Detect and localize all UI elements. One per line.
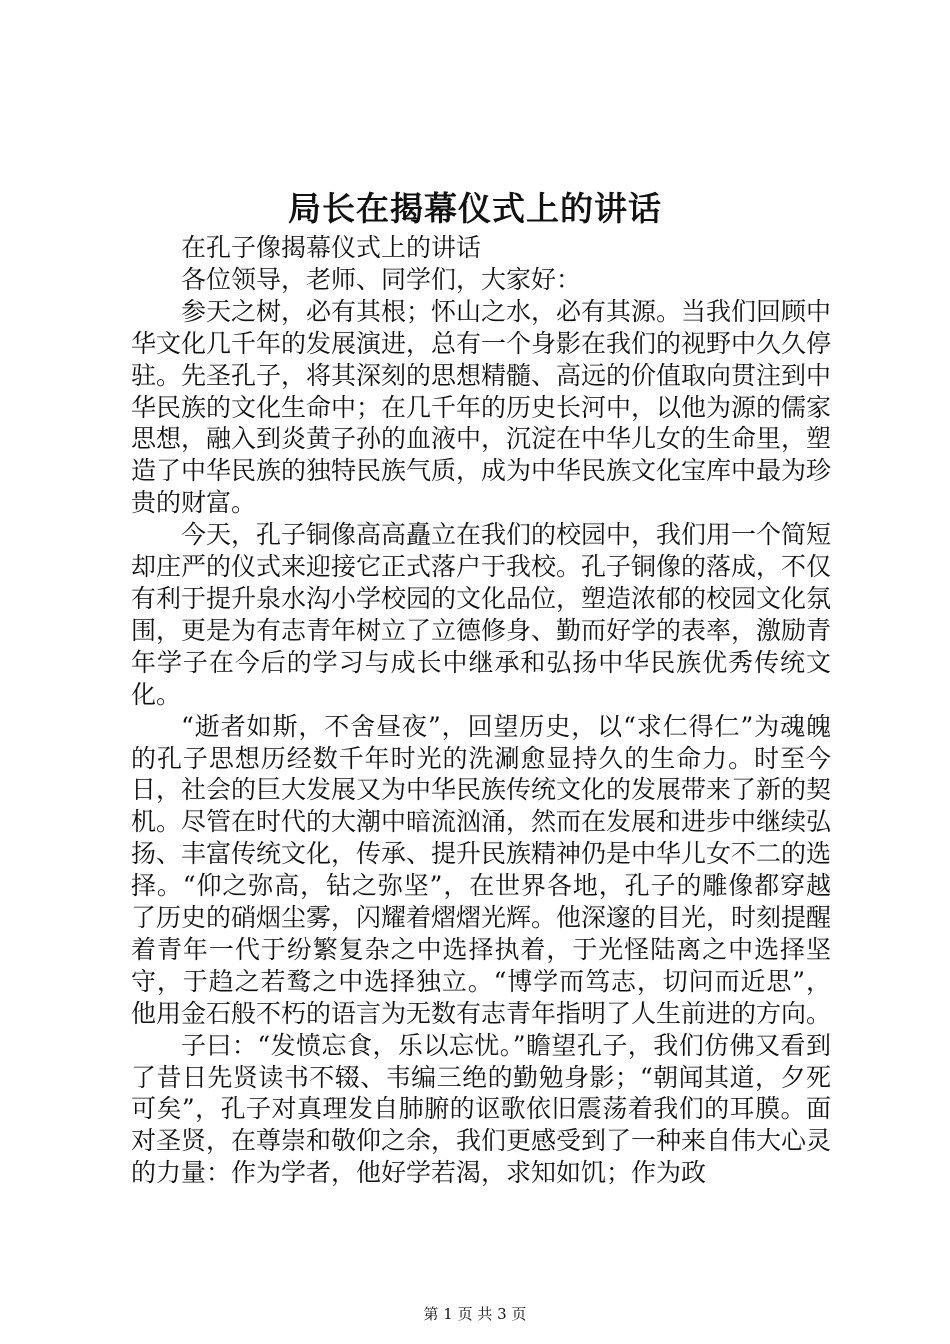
body-paragraph: 参天之树，必有其根；怀山之水，必有其源。当我们回顾中华文化几千年的发展演进，总有一个身影在我们的视野中久久停驻。先圣孔子，将其深刻的思想精髓、高远的价值取向贯注到中华民族的文化生命中；在几千年的历史长河中，以他为源的儒家思想，融入到炎黄子孙的血液中，沉淀在中华儿女的生命里，塑造了中华民族的独特民族气质，成为中华民族文化宝库中最为珍贵的财富。 [131, 296, 832, 518]
body-paragraph: 子曰：“发愤忘食，乐以忘忧。”瞻望孔子，我们仿佛又看到了昔日先贤读书不辍、韦编三绝的勤勉身影；“朝闻其道，夕死可矣”，孔子对真理发自肺腑的讴歌依旧震荡着我们的耳膜。面对圣贤，在尊崇和敬仰之余，我们更感受到了一种来自伟大心灵的力量：作为学者，他好学若渴，求知如饥；作为政 [131, 1030, 832, 1188]
body-paragraph: 今天，孔子铜像高高矗立在我们的校园中，我们用一个简短却庄严的仪式来迎接它正式落户于我校。孔子铜像的落成，不仅有利于提升泉水沟小学校园的文化品位，塑造浓郁的校园文化氛围，更是为有志青年树立了立德修身、勤而好学的表率，激励青年学子在今后的学习与成长中继承和弘扬中华民族优秀传统文化。 [131, 520, 832, 709]
document-title: 局长在揭幕仪式上的讲话 [288, 189, 662, 228]
greeting-paragraph: 各位领导，老师、同学们，大家好： [181, 264, 582, 294]
page-number-footer: 第 1 页 共 3 页 [423, 1305, 527, 1323]
body-paragraph: “逝者如斯，不舍昼夜”，回望历史，以“求仁得仁”为魂魄的孔子思想历经数千年时光的洗涮愈显持久的生命力。时至今日，社会的巨大发展又为中华民族传统文化的发展带来了新的契机。尽管在时代的大潮中暗流汹涌，然而在发展和进步中继续弘扬、丰富传统文化，传承、提升民族精神仍是中华儿女不二的选择。“仰之弥高，钻之弥坚”，在世界各地，孔子的雕像都穿越了历史的硝烟尘雾，闪耀着熠熠光辉。他深邃的目光，时刻提醒着青年一代于纷繁复杂之中选择执着，于光怪陆离之中选择坚守，于趋之若鹜之中选择独立。“博学而笃志，切问而近思”，他用金石般不朽的语言为无数有志青年指明了人生前进的方向。 [131, 711, 832, 1028]
document-body [131, 232, 831, 1189]
speech-subtitle: 在孔子像揭幕仪式上的讲话 [181, 233, 482, 262]
